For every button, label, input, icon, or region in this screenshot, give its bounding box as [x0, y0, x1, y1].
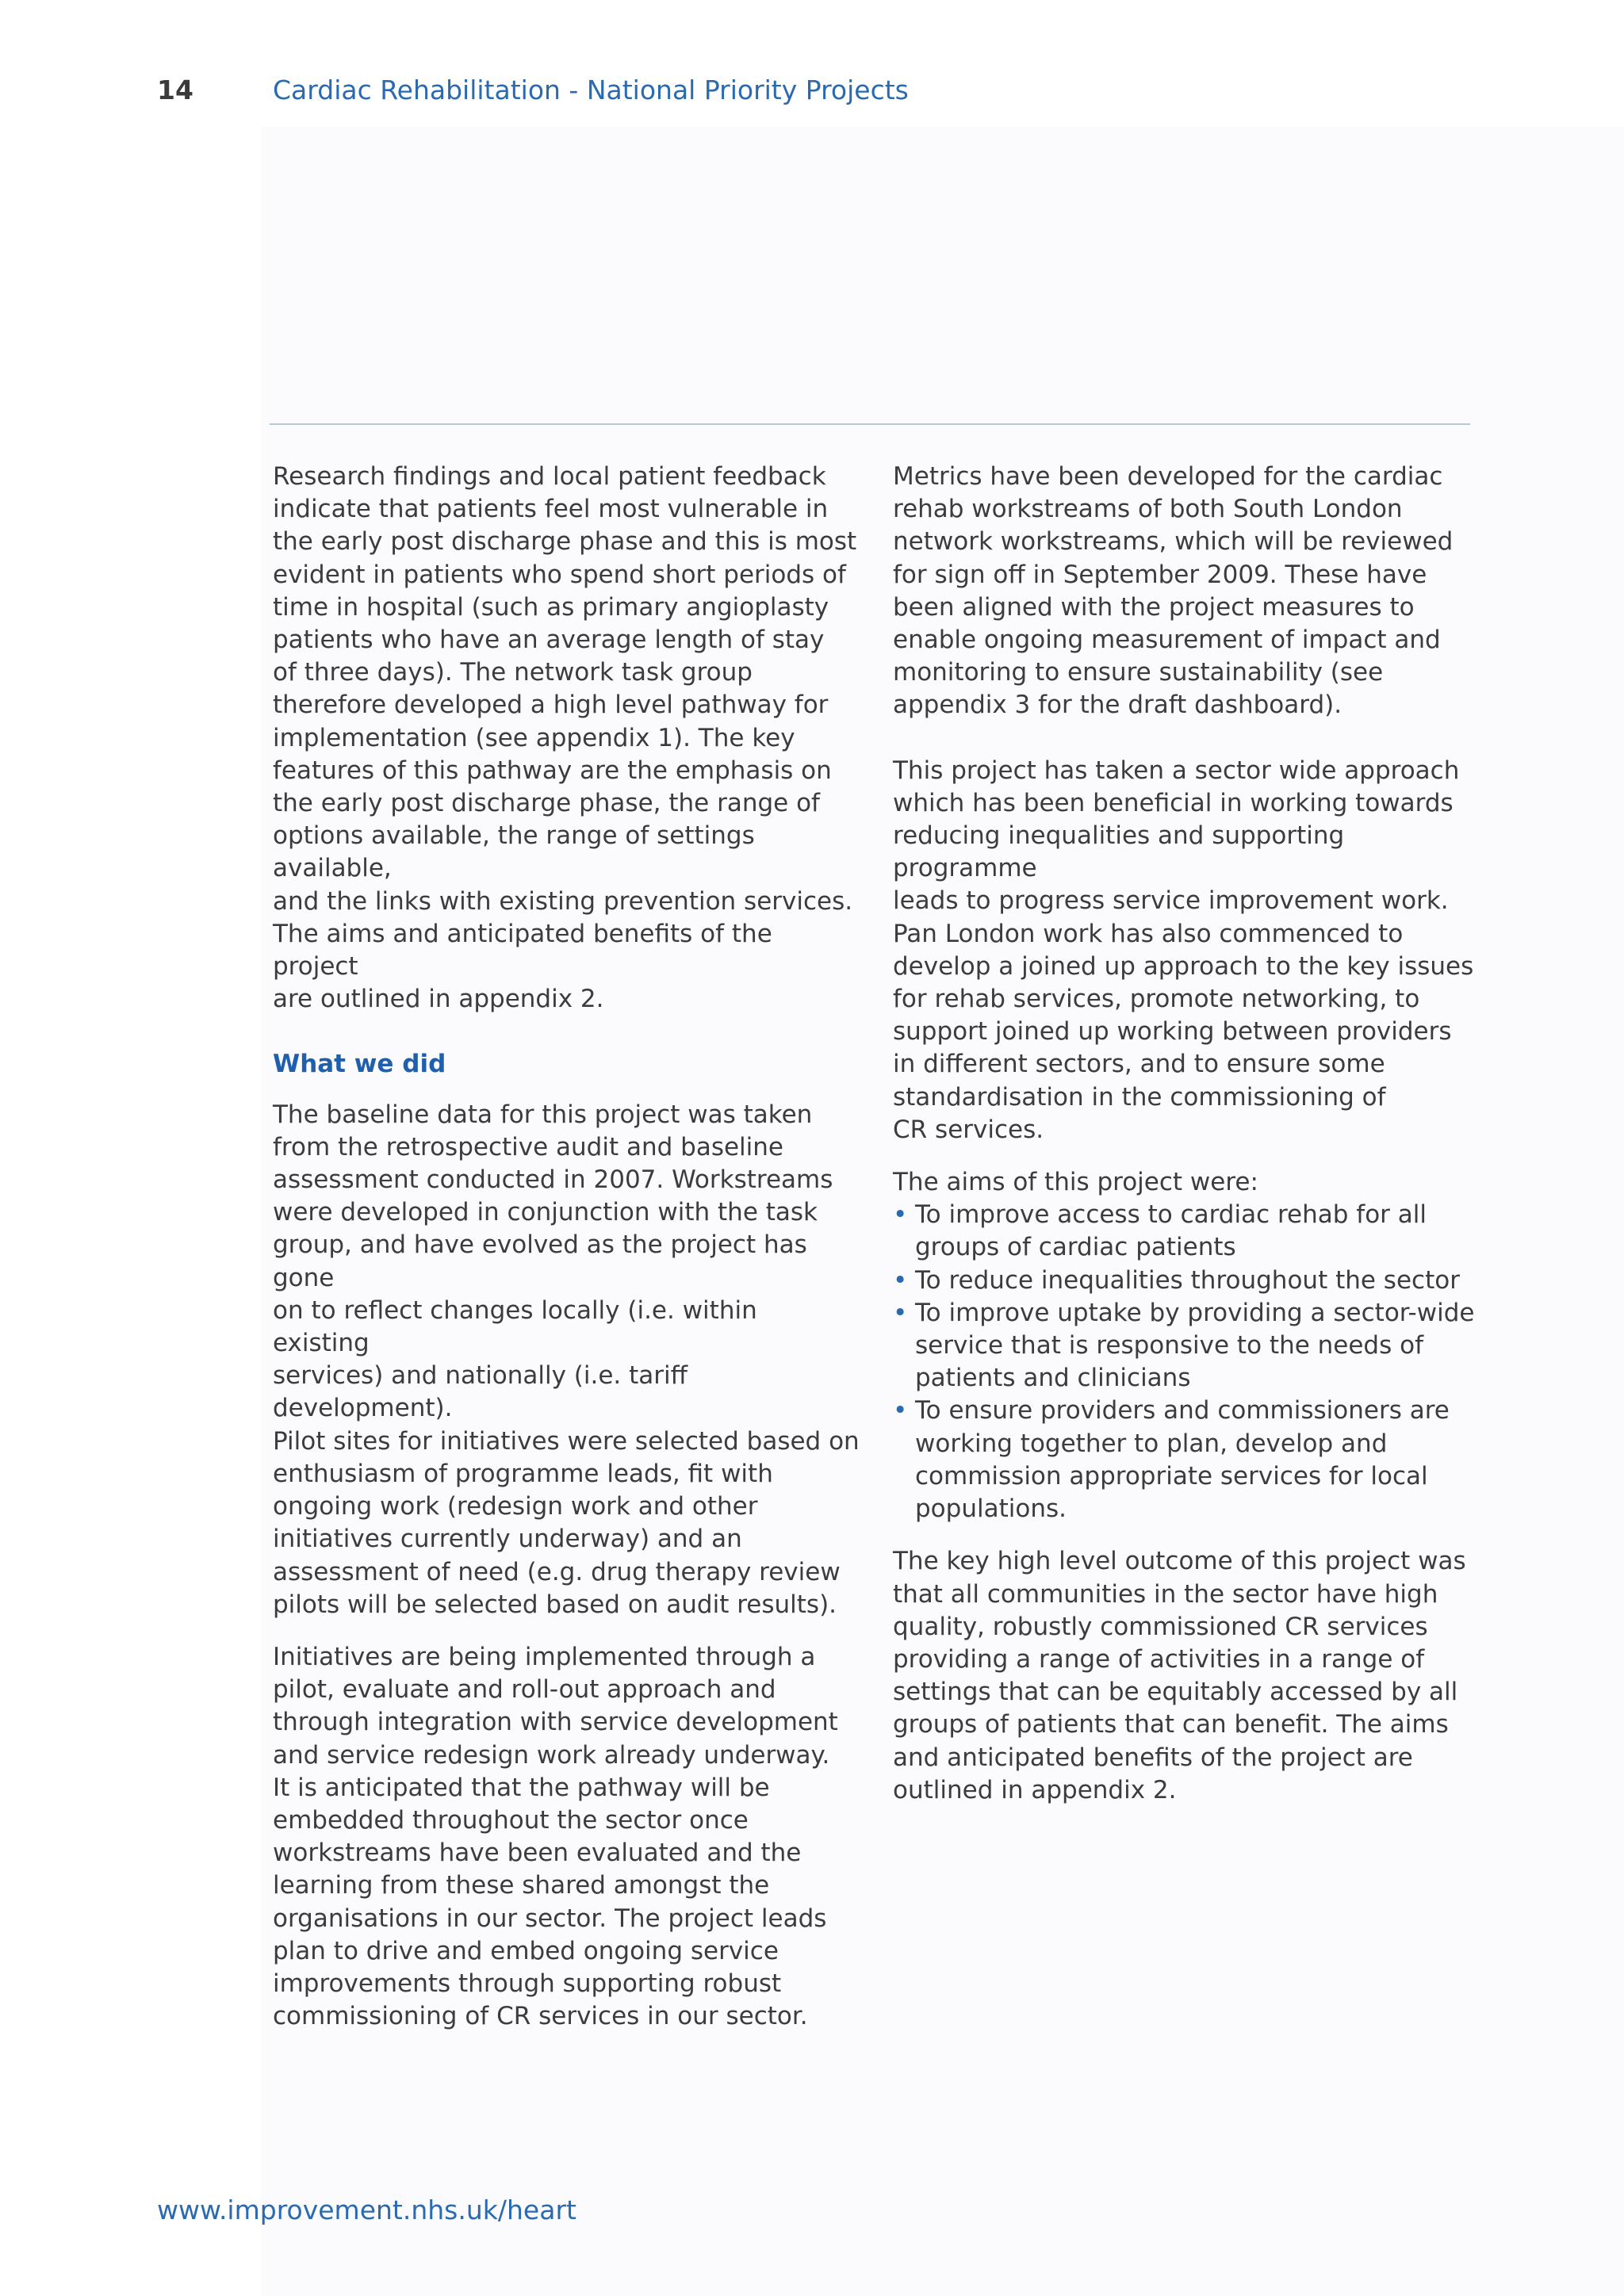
intro-paragraph: Research findings and local patient feedback indicate that patients feel most vulnerable in the early post discharge phase and this is most evident in patients who spend short periods of time in hospital (such as primary angioplasty patients who have an average length of stay of three days). The network task group therefore developed a high level pathway for implementation (see appendix 1). The key features of this pathway are the emphasis on the early post discharge phase, the range of options available, the range of settings available, and the links with existing prevention services. The aims and anticipated benefits of the project are outlined in appendix 2.: [273, 462, 857, 1014]
initiatives-paragraph: Initiatives are being implemented through a pilot, evaluate and roll-out approach and through integration with service development and service redesign work already underway. It is anticipated that the pathway will be embedded throughout the sector once workstreams have been evaluated and the learning from these shared amongst the organisations in our sector. The project leads plan to drive and embed ongoing service improvements through supporting robust commissioning of CR services in our sector.: [273, 1642, 838, 2031]
metrics-paragraph: Metrics have been developed for the cardiac rehab workstreams of both South London network workstreams, which will be reviewed for sign off in September 2009. These have been aligned with the project measures to enable ongoing measurement of impact and monitoring to ensure sustainability (see appendix 3 for the draft dashboard).: [893, 462, 1454, 720]
aims-list-item: • To improve access to cardiac rehab for all groups of cardiac patients: [893, 1199, 1488, 1264]
footer-url-link[interactable]: www.improvement.nhs.uk/heart: [157, 2195, 576, 2225]
aims-list-item: • To ensure providers and commissioners are working together to plan, develop and commission appropriate services for local populations.: [893, 1395, 1488, 1525]
aims-list-item: • To improve uptake by providing a sector-wide service that is responsive to the needs of patients and clinicians: [893, 1297, 1488, 1395]
page-number: 14: [157, 75, 193, 105]
aims-list-item: • To reduce inequalities throughout the sector: [893, 1265, 1488, 1297]
section-heading-what-we-did: What we did: [273, 1050, 446, 1079]
aims-intro: The aims of this project were:: [893, 1168, 1258, 1197]
sector-paragraph: This project has taken a sector wide approach which has been beneficial in working towards reducing inequalities and supporting programme leads to progress service improvement work. Pan London work has also commenced to develop a joined up approach to the key issues for rehab services, promote networking, to support joined up working between providers in different sectors, and to ensure some standardisation in the commissioning of CR services.: [893, 756, 1474, 1144]
left-column: [273, 461, 860, 2053]
aims-list: [893, 1199, 1488, 1525]
right-column: [893, 461, 1488, 1827]
outcome-paragraph: The key high level outcome of this project was that all communities in the sector have high quality, robustly commissioned CR services providing a range of activities in a range of settings that can be equitably accessed by all groups of patients that can benefit. The aims and anticipated benefits of the project are outlined in appendix 2.: [893, 1547, 1466, 1804]
baseline-paragraph: The baseline data for this project was taken from the retrospective audit and baseline assessment conducted in 2007. Workstreams were developed in conjunction with the task group, and have evolved as the project has gone on to reflect changes locally (i.e. within existing services) and nationally (i.e. tariff development). Pilot sites for initiatives were selected based on enthusiasm of programme leads, fit with ongoing work (redesign work and other initiatives currently underway) and an assessment of need (e.g. drug therapy review pilots will be selected based on audit results).: [273, 1100, 860, 1619]
running-header-title: Cardiac Rehabilitation - National Priority Projects: [273, 75, 909, 105]
header-divider: [270, 423, 1470, 425]
